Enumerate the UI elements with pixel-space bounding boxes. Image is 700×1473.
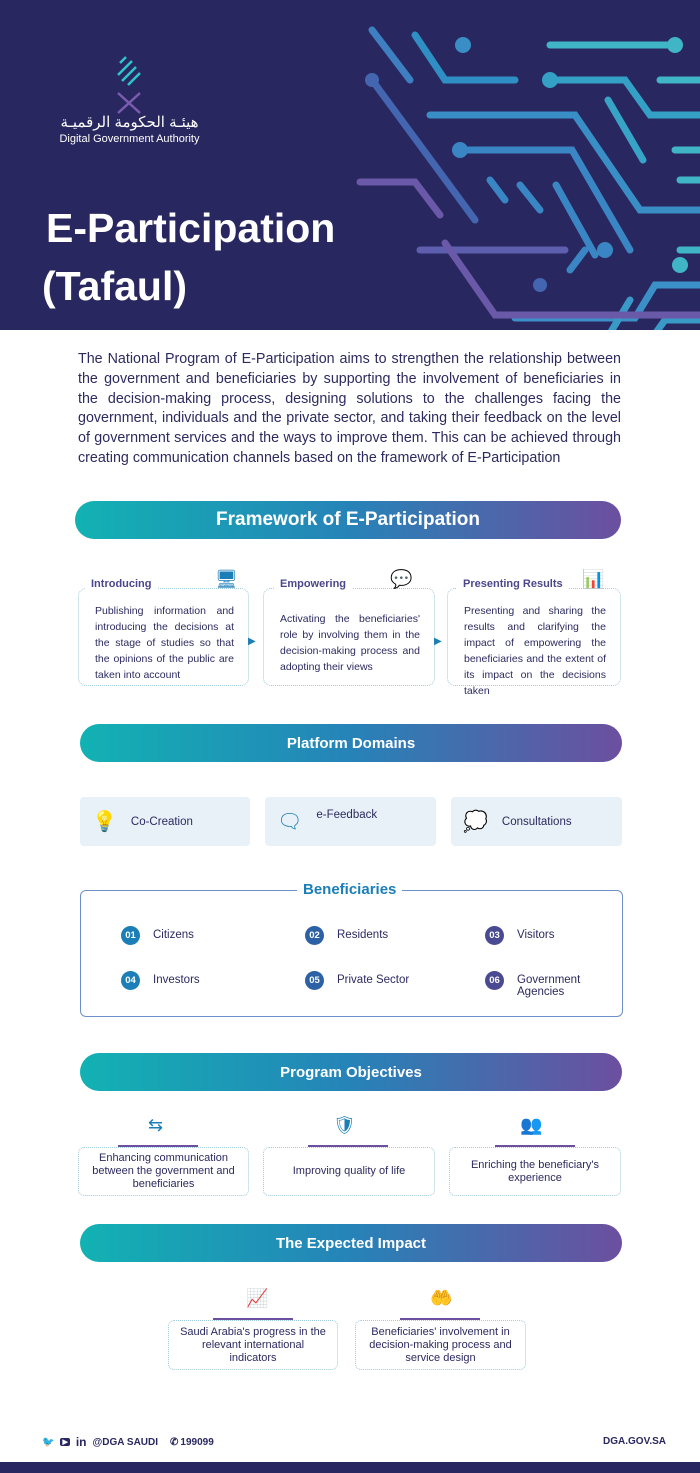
arrow-right-icon: ▶ <box>248 636 256 647</box>
logo-english: Digital Government Authority <box>59 133 200 145</box>
phone-number[interactable]: 199099 <box>180 1436 214 1448</box>
objective-card: Enhancing communication between the government and beneficiaries <box>78 1147 249 1196</box>
framework-label: Introducing <box>85 578 158 590</box>
arrows-exchange-icon: ⇆ <box>148 1115 164 1135</box>
objective-card: Enriching the beneficiary's experience <box>449 1147 621 1196</box>
beneficiary-item <box>305 926 388 945</box>
framework-text: Presenting and sharing the results and clarifying the impact of empowering the beneficiaries and the extent of its impact on the decisions taken <box>464 605 606 697</box>
linkedin-icon[interactable]: in <box>75 1435 87 1449</box>
title-line-1: E-Participation <box>46 205 336 251</box>
number-badge: 06 <box>485 971 504 990</box>
framework-heading: Framework of E-Participation <box>75 501 621 539</box>
beneficiary-label: Citizens <box>153 929 194 941</box>
domain-consultations <box>451 797 622 846</box>
domains-heading: Platform Domains <box>80 724 622 762</box>
beneficiary-label: Private Sector <box>337 974 410 986</box>
domain-e-feedback <box>265 797 436 846</box>
impact-card: Beneficiaries' involvement in decision-making process and service design <box>355 1320 526 1370</box>
impact-heading: The Expected Impact <box>80 1224 622 1262</box>
circuit-pattern <box>350 0 700 330</box>
twitter-icon[interactable]: 🐦 <box>42 1436 55 1448</box>
objectives-heading: Program Objectives <box>80 1053 622 1091</box>
social-links <box>42 1435 214 1449</box>
domain-label: Co-Creation <box>130 815 193 828</box>
impact-card: Saudi Arabia's progress in the relevant international indicators <box>168 1320 338 1370</box>
monitor-chart-icon: 🖥 <box>215 569 238 589</box>
lightbulb-icon: 💡 <box>92 811 117 833</box>
chat-icon: 💭 <box>463 811 488 833</box>
objective-card: Improving quality of life <box>263 1147 435 1196</box>
beneficiaries-heading: Beneficiaries <box>297 881 402 898</box>
framework-card-presenting-results <box>447 588 621 697</box>
number-badge: 03 <box>485 926 504 945</box>
framework-label: Presenting Results <box>457 578 569 590</box>
framework-text: Activating the beneficiaries' role by involving them in the decision-making process and adopting their views <box>280 613 420 673</box>
chat-bubbles-icon: 💬 <box>390 569 413 589</box>
beneficiary-label: Visitors <box>517 929 555 941</box>
number-badge: 02 <box>305 926 324 945</box>
intro-paragraph: The National Program of E-Participation aims to strengthen the relationship between the government and beneficiaries by supporting the involvement of beneficiaries in the decision-making process, designing solutions to the challenges facing the government, individuals and the private sector, and taking their feedback on the level of government services and the ways to improve them. This can be achieved through creating communication channels based on the framework of E-Participation <box>78 351 621 466</box>
hero-banner <box>0 0 700 330</box>
arrow-right-icon: ▶ <box>434 636 442 647</box>
dashboard-icon: 📊 <box>582 569 605 589</box>
beneficiary-item <box>485 971 595 998</box>
domain-label: Consultations <box>501 815 572 828</box>
beneficiary-item <box>305 971 409 990</box>
framework-text: Publishing information and introducing the decisions at the stage of studies so that the opinions of the public are taken into account <box>95 605 234 681</box>
beneficiary-item <box>121 926 194 945</box>
shield-hands-icon: 🛡 <box>333 1115 356 1135</box>
beneficiary-item <box>121 971 200 990</box>
beneficiary-label: Residents <box>337 929 389 941</box>
framework-card-introducing <box>78 588 249 686</box>
beneficiary-label: Investors <box>153 974 200 986</box>
footer-bar <box>0 1462 700 1473</box>
logo-arabic: هيئـة الحكومة الرقميـة <box>60 114 199 131</box>
phone-icon: ✆ <box>170 1436 179 1448</box>
social-handle[interactable]: @DGA SAUDI <box>92 1436 159 1448</box>
domain-co-creation <box>80 797 250 846</box>
hands-people-icon: 🤲 <box>430 1288 453 1308</box>
number-badge: 04 <box>121 971 140 990</box>
beneficiary-label: Government Agencies <box>517 974 581 998</box>
framework-card-empowering <box>263 588 435 686</box>
people-icon: 👥 <box>520 1115 543 1135</box>
number-badge: 05 <box>305 971 324 990</box>
number-badge: 01 <box>121 926 140 945</box>
beneficiary-item <box>485 926 555 945</box>
domain-label: e-Feedback <box>316 809 378 821</box>
growth-chart-icon: 📈 <box>246 1288 269 1308</box>
title-line-2: (Tafaul) <box>42 263 188 309</box>
youtube-icon[interactable]: ▶ <box>62 1439 68 1446</box>
feedback-icon: 🗨 <box>277 811 303 833</box>
website-link[interactable]: DGA.GOV.SA <box>603 1436 666 1447</box>
page-title <box>42 200 336 314</box>
framework-label: Empowering <box>274 578 352 590</box>
